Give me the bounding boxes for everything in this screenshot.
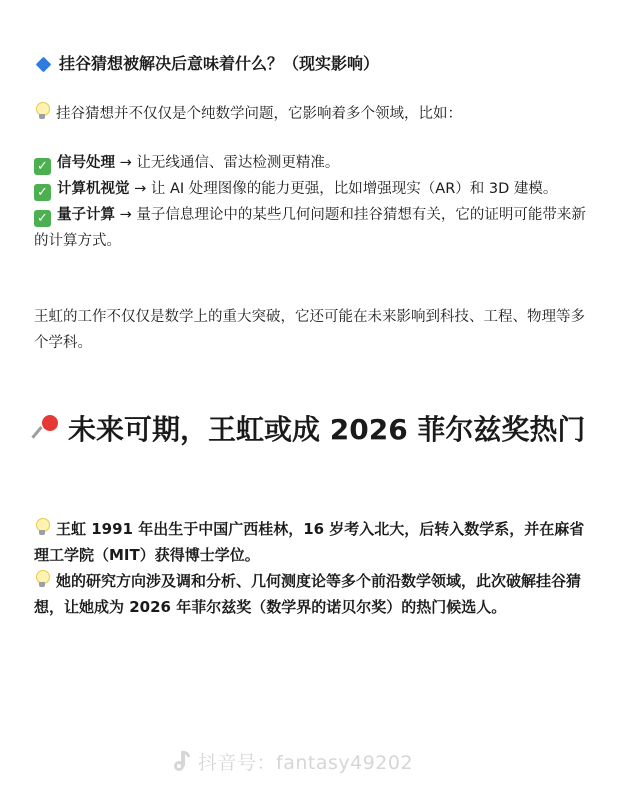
check-mark-icon: ✓ (34, 158, 51, 175)
intro-text: 挂谷猜想并不仅仅是个纯数学问题，它影响着多个领域，比如： (56, 106, 462, 122)
bio-line (34, 568, 594, 620)
impact-title: 信号处理 (57, 155, 115, 171)
tiktok-logo-icon (172, 750, 192, 772)
bio-text: 王虹 1991 年出生于中国广西桂林，16 岁考入北大，后转入数学系，并在麻省理工学院（MIT）获得博士学位。 (34, 520, 585, 564)
light-bulb-icon (34, 102, 50, 122)
impact-title: 计算机视觉 (57, 181, 130, 197)
impact-item-quantum (34, 202, 586, 254)
summary-paragraph: 王虹的工作不仅仅是数学上的重大突破，它还可能在未来影响到科技、工程、物理等多个学科。 (34, 309, 585, 351)
watermark (172, 748, 413, 775)
light-bulb-icon (34, 518, 50, 538)
section-heading (34, 52, 379, 76)
main-heading-text: 未来可期，王虹或成 2026 菲尔兹奖热门 (68, 413, 586, 446)
impact-title: 量子计算 (57, 207, 115, 223)
check-mark-icon: ✓ (34, 184, 51, 201)
impact-text: → 让无线通信、雷达检测更精准。 (115, 155, 340, 171)
pushpin-icon (34, 413, 60, 443)
light-bulb-icon (34, 570, 50, 590)
impact-item-signal (34, 150, 586, 176)
section-heading-text: 挂谷猜想被解决后意味着什么？（现实影响） (59, 54, 380, 73)
blue-diamond-icon (36, 56, 52, 72)
impact-text: → 量子信息理论中的某些几何问题和挂谷猜想有关，它的证明可能带来新的计算方式。 (34, 207, 586, 249)
bio-line (34, 516, 594, 568)
check-mark-icon: ✓ (34, 210, 51, 227)
impact-list (34, 150, 586, 254)
main-heading (34, 408, 586, 452)
intro-line (34, 102, 462, 126)
impact-item-vision (34, 176, 586, 202)
watermark-text: 抖音号：fantasy49202 (198, 752, 414, 774)
bio-section (34, 516, 594, 620)
bio-text: 她的研究方向涉及调和分析、几何测度论等多个前沿数学领域，此次破解挂谷猜想，让她成为 2026 年菲尔兹奖（数学界的诺贝尔奖）的热门候选人。 (34, 572, 582, 616)
impact-text: → 让 AI 处理图像的能力更强，比如增强现实（AR）和 3D 建模。 (129, 181, 558, 197)
